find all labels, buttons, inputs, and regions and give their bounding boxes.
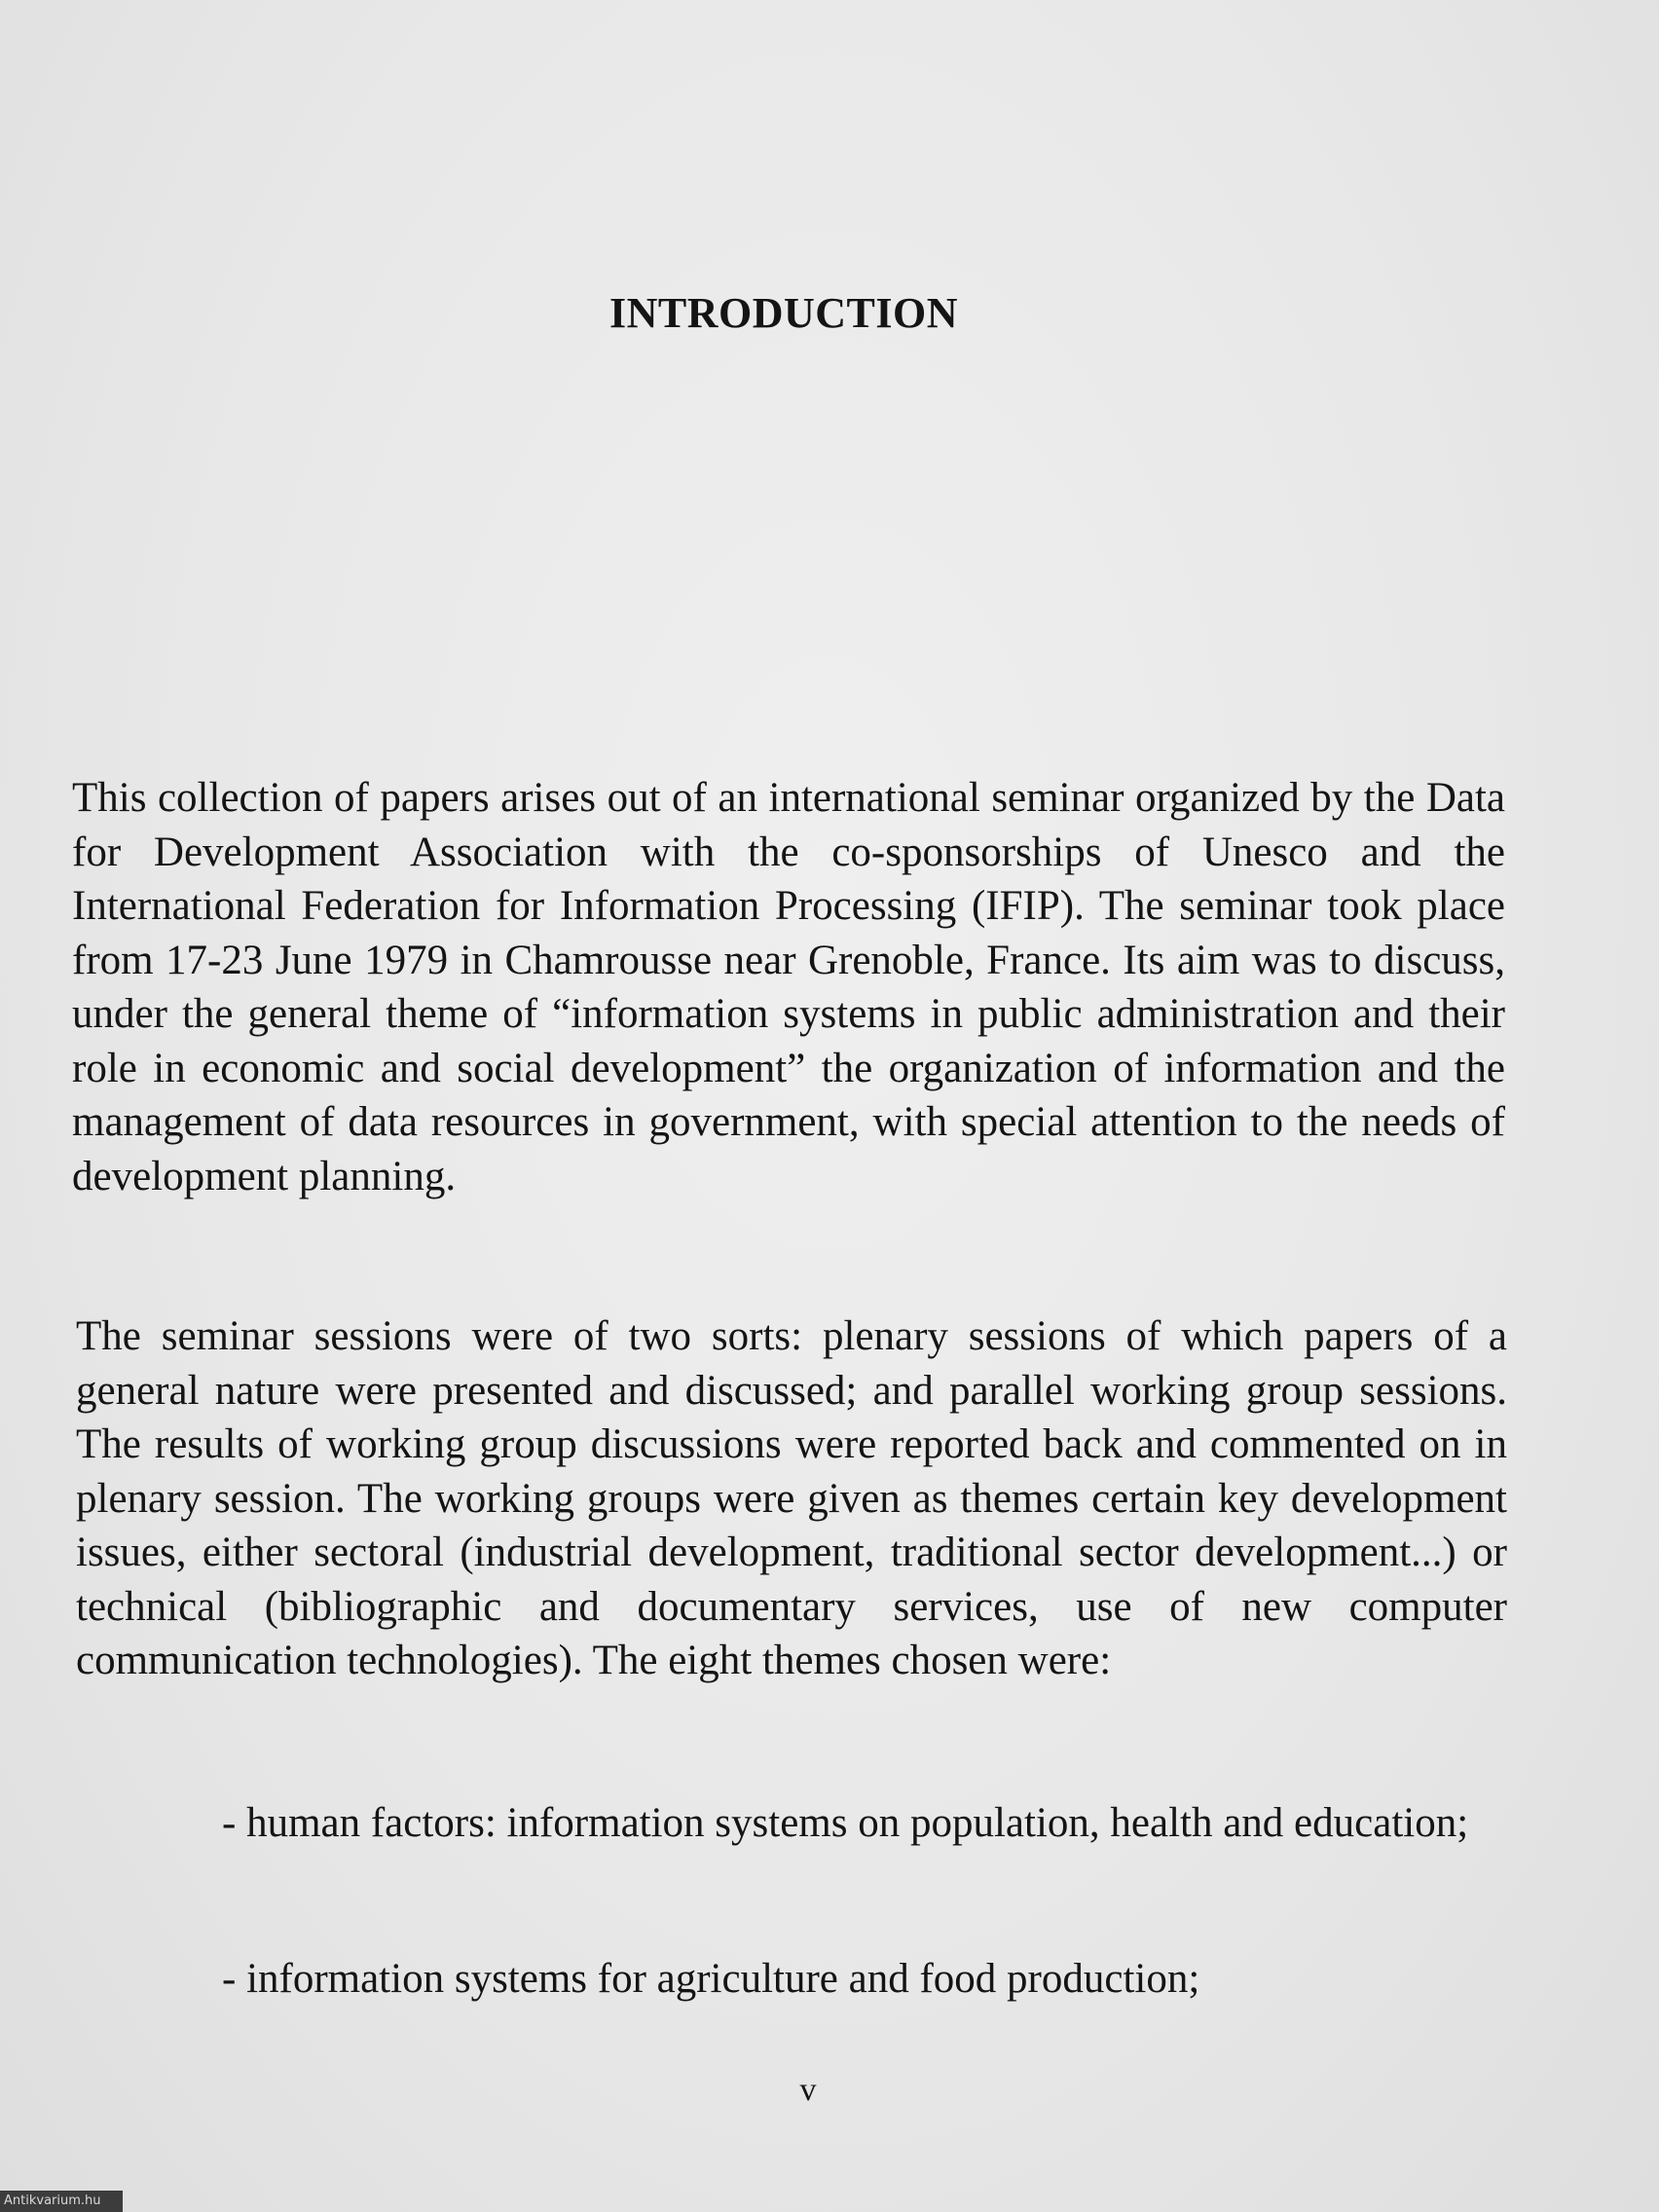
page-heading: INTRODUCTION — [608, 289, 959, 337]
page-number: v — [799, 2072, 817, 2108]
theme-list-item: - information systems for agriculture and food production; — [222, 1956, 1200, 2002]
theme-list-item: - human factors: information systems on population, health and education; — [222, 1800, 1469, 1846]
source-watermark: Antikvarium.hu — [0, 2191, 123, 2212]
paragraph-intro: This collection of papers arises out of an international seminar organized by the Data for Development Association with the co-sponsorships of Unesco and the International Federation for Information Processing (IFIP). The seminar took place from 17-23 June 1979 in Chamrousse near Grenoble, France. Its aim was to discuss, under the general theme of “information systems in public administration and their role in economic and social development” the organization of information and the management of data resources in government, with special attention to the needs of development planning. — [72, 775, 1505, 1199]
paragraph-sessions: The seminar sessions were of two sorts: plenary sessions of which papers of a general nature were presented and discussed; and parallel working group sessions. The results of working group discussions were reported back and commented on in plenary session. The working groups were given as themes certain key development issues, either sectoral (industrial development, traditional sector development...) or technical (bibliographic and documentary services, use of new computer communication technologies). The eight themes chosen were: — [76, 1313, 1507, 1683]
